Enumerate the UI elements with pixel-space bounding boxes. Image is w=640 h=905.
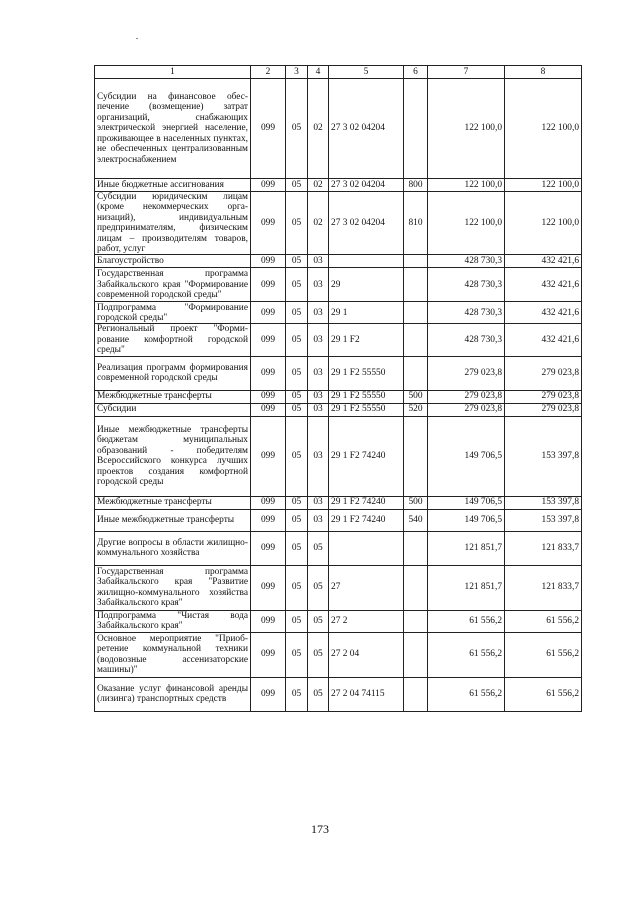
amount-year-1: 149 706,5 xyxy=(428,509,505,531)
target-article-code: 27 xyxy=(329,565,404,610)
amount-year-2: 61 556,2 xyxy=(505,610,582,632)
subsection-code: 03 xyxy=(308,302,329,324)
section-code: 05 xyxy=(286,390,308,403)
expense-type-code: 800 xyxy=(404,179,428,192)
grbs-code: 099 xyxy=(251,677,286,711)
row-name: Оказание услуг финансовой аренды (лизинга) транспортных средств xyxy=(95,677,251,711)
grbs-code: 099 xyxy=(251,390,286,403)
subsection-code: 03 xyxy=(308,255,329,268)
grbs-code: 099 xyxy=(251,255,286,268)
page-number: 173 xyxy=(311,822,329,836)
expense-type-code xyxy=(404,632,428,677)
target-article-code: 29 1 F2 74240 xyxy=(329,509,404,531)
target-article-code: 27 2 04 74115 xyxy=(329,677,404,711)
grbs-code: 099 xyxy=(251,632,286,677)
expense-type-code: 500 xyxy=(404,390,428,403)
target-article-code: 27 3 02 04204 xyxy=(329,192,404,255)
expense-type-code xyxy=(404,565,428,610)
expense-type-code xyxy=(404,302,428,324)
section-code: 05 xyxy=(286,302,308,324)
section-code: 05 xyxy=(286,632,308,677)
amount-year-2: 279 023,8 xyxy=(505,403,582,416)
section-code: 05 xyxy=(286,509,308,531)
column-header: 5 xyxy=(329,66,404,79)
table-row xyxy=(95,632,582,677)
amount-year-2: 122 100,0 xyxy=(505,192,582,255)
amount-year-1: 279 023,8 xyxy=(428,356,505,390)
amount-year-1: 121 851,7 xyxy=(428,531,505,565)
section-code: 05 xyxy=(286,179,308,192)
row-name: Региональный проект "Формирование комфортной городской среды" xyxy=(95,324,251,356)
subsection-code: 02 xyxy=(308,179,329,192)
target-article-code xyxy=(329,255,404,268)
table-row xyxy=(95,403,582,416)
amount-year-2: 61 556,2 xyxy=(505,677,582,711)
amount-year-2: 432 421,6 xyxy=(505,324,582,356)
target-article-code: 27 3 02 04204 xyxy=(329,79,404,179)
row-name: Подпрограмма "Формирование городской среды" xyxy=(95,302,251,324)
row-name: Подпрограмма "Чистая вода Забайкальского края" xyxy=(95,610,251,632)
grbs-code: 099 xyxy=(251,610,286,632)
subsection-code: 03 xyxy=(308,509,329,531)
grbs-code: 099 xyxy=(251,79,286,179)
expense-type-code xyxy=(404,610,428,632)
amount-year-1: 428 730,3 xyxy=(428,324,505,356)
subsection-code: 05 xyxy=(308,677,329,711)
amount-year-1: 149 706,5 xyxy=(428,416,505,496)
section-code: 05 xyxy=(286,255,308,268)
row-name: Субсидии xyxy=(95,403,251,416)
expense-type-code xyxy=(404,79,428,179)
amount-year-1: 122 100,0 xyxy=(428,79,505,179)
amount-year-1: 61 556,2 xyxy=(428,610,505,632)
section-code: 05 xyxy=(286,565,308,610)
table-row xyxy=(95,531,582,565)
table-row xyxy=(95,509,582,531)
subsection-code: 03 xyxy=(308,403,329,416)
column-header: 4 xyxy=(308,66,329,79)
column-header: 2 xyxy=(251,66,286,79)
table-row xyxy=(95,79,582,179)
table-row xyxy=(95,496,582,509)
expense-type-code xyxy=(404,677,428,711)
table-row xyxy=(95,356,582,390)
grbs-code: 099 xyxy=(251,324,286,356)
row-name: Иные межбюджетные трансферты бюджетам муниципальных образований - победителям Всероссийского конкурса лучших проектов создания комфортной городской среды xyxy=(95,416,251,496)
amount-year-1: 279 023,8 xyxy=(428,403,505,416)
section-code: 05 xyxy=(286,610,308,632)
section-code: 05 xyxy=(286,192,308,255)
section-code: 05 xyxy=(286,324,308,356)
amount-year-2: 153 397,8 xyxy=(505,416,582,496)
subsection-code: 03 xyxy=(308,268,329,302)
section-code: 05 xyxy=(286,531,308,565)
table-row xyxy=(95,179,582,192)
expense-type-code xyxy=(404,255,428,268)
column-header: 7 xyxy=(428,66,505,79)
expense-type-code xyxy=(404,416,428,496)
section-code: 05 xyxy=(286,677,308,711)
row-name: Субсидии юридическим лицам (кроме некоммерческих организаций), индивидуальным предпринимателям, физическим лицам – производителям товаров, работ, услуг xyxy=(95,192,251,255)
subsection-code: 05 xyxy=(308,610,329,632)
amount-year-1: 122 100,0 xyxy=(428,179,505,192)
subsection-code: 02 xyxy=(308,79,329,179)
section-code: 05 xyxy=(286,356,308,390)
grbs-code: 099 xyxy=(251,509,286,531)
expense-type-code: 540 xyxy=(404,509,428,531)
target-article-code: 29 1 F2 74240 xyxy=(329,416,404,496)
subsection-code: 03 xyxy=(308,356,329,390)
row-name: Межбюджетные трансферты xyxy=(95,496,251,509)
section-code: 05 xyxy=(286,496,308,509)
table-row xyxy=(95,390,582,403)
target-article-code: 27 3 02 04204 xyxy=(329,179,404,192)
table-row xyxy=(95,192,582,255)
grbs-code: 099 xyxy=(251,565,286,610)
row-name: Государственная программа Забайкальского края "Формирование современной городской среды" xyxy=(95,268,251,302)
row-name: Благоустройство xyxy=(95,255,251,268)
target-article-code: 27 2 xyxy=(329,610,404,632)
amount-year-1: 428 730,3 xyxy=(428,268,505,302)
table-row xyxy=(95,565,582,610)
scan-speck xyxy=(136,38,138,39)
row-name: Межбюджетные трансферты xyxy=(95,390,251,403)
grbs-code: 099 xyxy=(251,179,286,192)
target-article-code: 29 1 F2 55550 xyxy=(329,390,404,403)
amount-year-2: 279 023,8 xyxy=(505,390,582,403)
section-code: 05 xyxy=(286,79,308,179)
section-code: 05 xyxy=(286,268,308,302)
subsection-code: 02 xyxy=(308,192,329,255)
grbs-code: 099 xyxy=(251,403,286,416)
target-article-code: 29 1 F2 xyxy=(329,324,404,356)
expense-type-code xyxy=(404,268,428,302)
amount-year-2: 279 023,8 xyxy=(505,356,582,390)
row-name: Основное мероприятие "Приобретение коммунальной техники (водовозные ассенизаторские машины)" xyxy=(95,632,251,677)
table-row xyxy=(95,302,582,324)
column-header: 8 xyxy=(505,66,582,79)
amount-year-1: 428 730,3 xyxy=(428,255,505,268)
amount-year-1: 279 023,8 xyxy=(428,390,505,403)
row-name: Реализация программ формирования современной городской среды xyxy=(95,356,251,390)
row-name: Другие вопросы в области жилищно-коммунального хозяйства xyxy=(95,531,251,565)
expense-type-code xyxy=(404,531,428,565)
budget-table xyxy=(94,65,582,712)
table-row xyxy=(95,268,582,302)
column-header: 3 xyxy=(286,66,308,79)
amount-year-2: 153 397,8 xyxy=(505,509,582,531)
amount-year-2: 121 833,7 xyxy=(505,565,582,610)
amount-year-1: 121 851,7 xyxy=(428,565,505,610)
grbs-code: 099 xyxy=(251,302,286,324)
subsection-code: 03 xyxy=(308,416,329,496)
row-name: Государственная программа Забайкальского края "Развитие жилищно-коммунального хозяйства Забайкальского края" xyxy=(95,565,251,610)
column-header: 1 xyxy=(95,66,251,79)
amount-year-1: 61 556,2 xyxy=(428,677,505,711)
target-article-code: 29 1 F2 74240 xyxy=(329,496,404,509)
section-code: 05 xyxy=(286,403,308,416)
expense-type-code xyxy=(404,356,428,390)
grbs-code: 099 xyxy=(251,531,286,565)
subsection-code: 03 xyxy=(308,496,329,509)
row-name: Иные бюджетные ассигнования xyxy=(95,179,251,192)
row-name: Иные межбюджетные трансферты xyxy=(95,509,251,531)
table-row xyxy=(95,416,582,496)
grbs-code: 099 xyxy=(251,192,286,255)
amount-year-2: 153 397,8 xyxy=(505,496,582,509)
amount-year-1: 61 556,2 xyxy=(428,632,505,677)
target-article-code: 29 xyxy=(329,268,404,302)
subsection-code: 03 xyxy=(308,324,329,356)
grbs-code: 099 xyxy=(251,268,286,302)
amount-year-2: 121 833,7 xyxy=(505,531,582,565)
table-row xyxy=(95,324,582,356)
target-article-code: 29 1 F2 55550 xyxy=(329,403,404,416)
table-row xyxy=(95,610,582,632)
amount-year-2: 432 421,6 xyxy=(505,255,582,268)
amount-year-1: 428 730,3 xyxy=(428,302,505,324)
table-row xyxy=(95,677,582,711)
target-article-code: 29 1 F2 55550 xyxy=(329,356,404,390)
amount-year-1: 149 706,5 xyxy=(428,496,505,509)
subsection-code: 05 xyxy=(308,565,329,610)
grbs-code: 099 xyxy=(251,416,286,496)
amount-year-2: 122 100,0 xyxy=(505,79,582,179)
expense-type-code: 810 xyxy=(404,192,428,255)
subsection-code: 03 xyxy=(308,390,329,403)
target-article-code: 27 2 04 xyxy=(329,632,404,677)
table-row xyxy=(95,255,582,268)
subsection-code: 05 xyxy=(308,632,329,677)
expense-type-code: 500 xyxy=(404,496,428,509)
amount-year-2: 61 556,2 xyxy=(505,632,582,677)
column-header: 6 xyxy=(404,66,428,79)
subsection-code: 05 xyxy=(308,531,329,565)
amount-year-2: 122 100,0 xyxy=(505,179,582,192)
section-code: 05 xyxy=(286,416,308,496)
target-article-code: 29 1 xyxy=(329,302,404,324)
grbs-code: 099 xyxy=(251,356,286,390)
row-name: Субсидии на финансовое обеспечение (возмещение) затрат организаций, снабжающих электрической энергией население, проживающее в населенных пунктах, не обеспеченных централизованным электроснабжением xyxy=(95,79,251,179)
expense-type-code: 520 xyxy=(404,403,428,416)
amount-year-2: 432 421,6 xyxy=(505,268,582,302)
table-header-row xyxy=(95,66,582,79)
grbs-code: 099 xyxy=(251,496,286,509)
amount-year-2: 432 421,6 xyxy=(505,302,582,324)
target-article-code xyxy=(329,531,404,565)
amount-year-1: 122 100,0 xyxy=(428,192,505,255)
expense-type-code xyxy=(404,324,428,356)
